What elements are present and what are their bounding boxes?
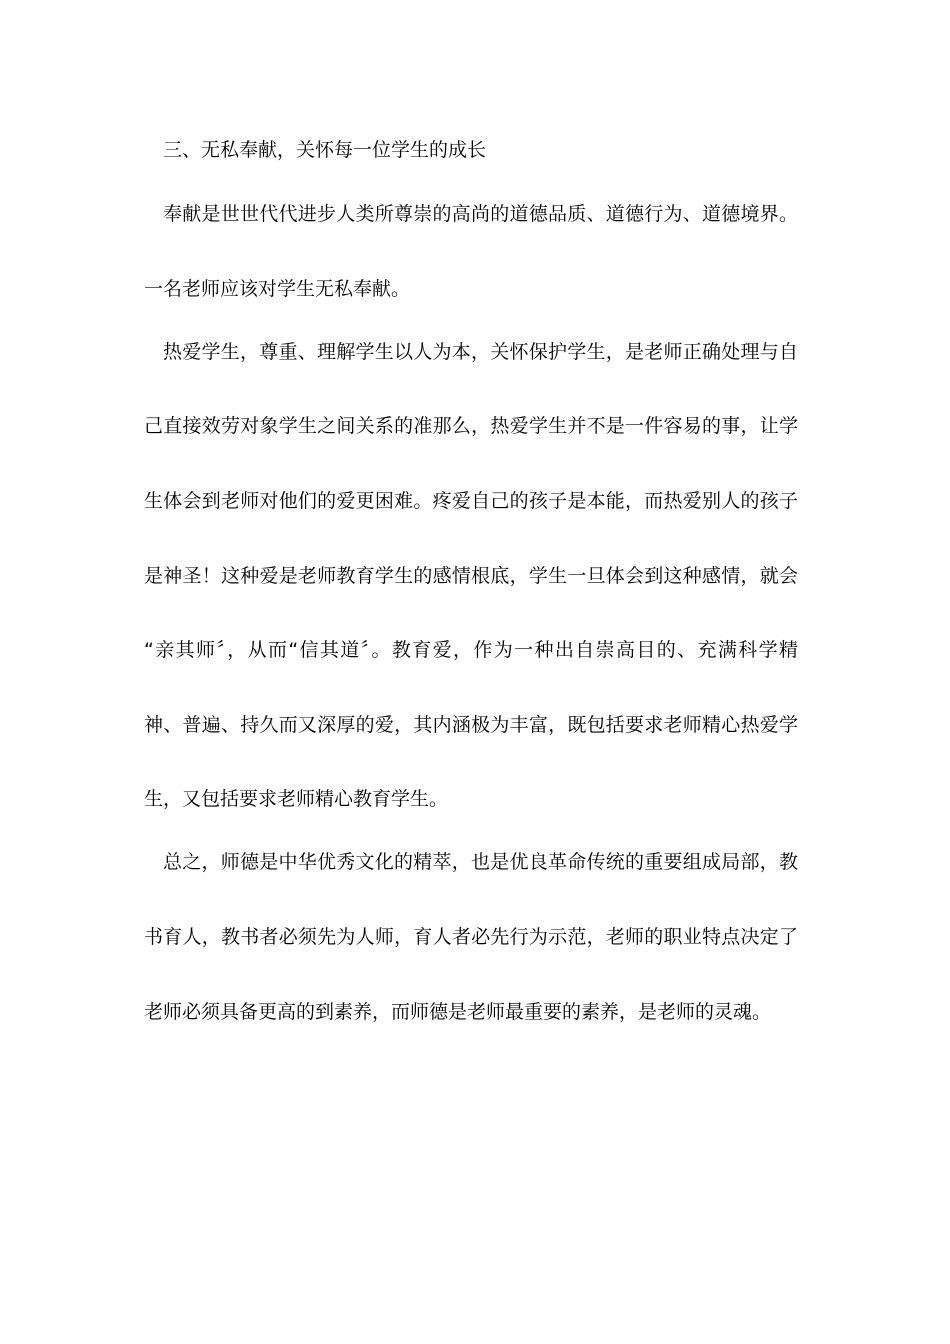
paragraph-line: 己直接效劳对象学生之间关系的准那么，热爱学生并不是一件容易的事，让学 (144, 415, 798, 437)
paragraph-line: 生，又包括要求老师精心教育学生。 (144, 788, 449, 810)
paragraph-line: 一名老师应该对学生无私奉献。 (144, 278, 411, 300)
paragraph-line: 神、普遍、持久而又深厚的爱，其内涵极为丰富，既包括要求老师精心热爱学 (144, 714, 798, 736)
paragraph-line: 书育人，教书者必须先为人师，育人者必先行为示范，老师的职业特点决定了 (144, 926, 798, 948)
paragraph-line: 总之，师德是中华优秀文化的精萃，也是优良革命传统的重要组成局部，教 (163, 851, 798, 873)
paragraph-line: “亲其师〞，从而“信其道〞。教育爱，作为一种出自崇高目的、充满科学精 (144, 639, 798, 661)
paragraph-line: 老师必须具备更高的到素养，而师德是老师最重要的素养，是老师的灵魂。 (144, 1001, 772, 1023)
section-heading: 三、无私奉献，关怀每一位学生的成长 (163, 139, 487, 161)
paragraph-line: 奉献是世世代代进步人类所尊崇的高尚的道德品质、道德行为、道德境界。 (163, 203, 798, 225)
paragraph-line: 热爱学生，尊重、理解学生以人为本，关怀保护学生，是老师正确处理与自 (163, 341, 798, 363)
paragraph-line: 是神圣！这种爱是老师教育学生的感情根底，学生一旦体会到这种感情，就会 (144, 565, 798, 587)
paragraph-line: 生体会到老师对他们的爱更困难。疼爱自己的孩子是本能，而热爱别人的孩子 (144, 490, 798, 512)
